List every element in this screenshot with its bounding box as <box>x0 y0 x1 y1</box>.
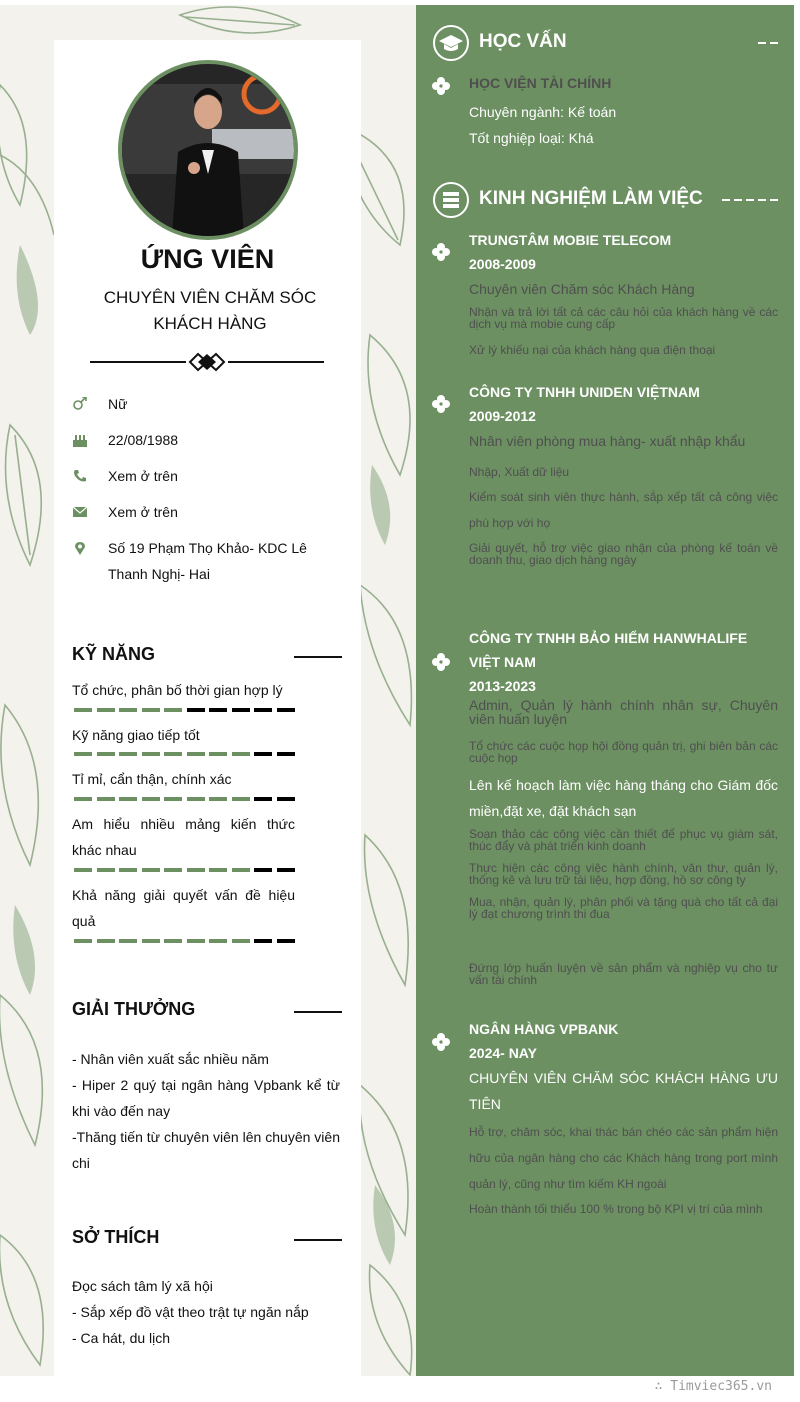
skill-segment <box>164 752 182 756</box>
skill-bar-2 <box>74 797 296 801</box>
skill-bar-4 <box>74 939 296 943</box>
avatar <box>118 60 298 240</box>
skill-segment <box>164 708 182 712</box>
skill-segment <box>119 752 137 756</box>
job-detail: Thực hiện các công việc hành chính, văn thư, quản lý, thống kê và lưu trữ tài liệu, hợp đồng, hồ sơ công ty <box>469 861 778 887</box>
job-detail: Hỗ trợ, chăm sóc, khai thác bán chéo các sản phẩm hiện hữu của ngân hàng cho các Khách hàng trong port mình quản lý, cũng như tìm kiếm KH ngoài <box>469 1125 778 1191</box>
skill-segment <box>142 868 160 872</box>
skill-segment <box>254 939 272 943</box>
envelope-icon <box>72 505 88 519</box>
job-detail: Giải quyết, hỗ trợ việc giao nhận của phòng kế toán về doanh thu, giao dịch hàng ngày <box>469 541 778 567</box>
job-detail: Nhập, Xuất dữ liệu <box>469 465 570 479</box>
education-heading-dash <box>758 42 778 44</box>
job-company: CÔNG TY TNHH UNIDEN VIỆTNAM <box>469 384 700 400</box>
skill-segment <box>209 868 227 872</box>
job-company: NGÂN HÀNG VPBANK <box>469 1021 619 1037</box>
skill-segment <box>232 797 250 801</box>
skill-name-1: Kỹ năng giao tiếp tốt <box>72 727 200 743</box>
skill-segment <box>187 939 205 943</box>
job-company: TRUNGTÂM MOBIE TELECOM <box>469 232 672 248</box>
job-role: CHUYÊN VIÊN CHĂM SÓC KHÁCH HÀNG ƯU TIÊN <box>469 1070 778 1112</box>
job-block-0 <box>469 228 778 356</box>
experience-heading <box>433 182 778 218</box>
job-block-2 <box>469 626 778 986</box>
ornament-divider-icon <box>90 350 324 374</box>
skill-segment <box>74 939 92 943</box>
birthday-value: 22/08/1988 <box>108 432 179 448</box>
job-block-3 <box>469 1017 778 1215</box>
awards-heading-rule <box>294 1011 342 1013</box>
skill-segment <box>97 752 115 756</box>
flower-icon <box>432 243 450 261</box>
skill-segment <box>209 708 227 712</box>
flower-icon <box>432 77 450 95</box>
birthday-cake-icon <box>72 433 88 447</box>
skill-segment <box>187 708 205 712</box>
skill-segment <box>277 752 295 756</box>
hobbies-heading <box>72 1227 342 1248</box>
job-detail: Lên kế hoạch làm việc hàng tháng cho Giám đốc miền,đặt xe, đặt khách sạn <box>469 777 778 819</box>
book-icon <box>435 184 467 216</box>
award-item: -Thăng tiến từ chuyên viên lên chuyên viên chi <box>72 1129 340 1171</box>
skill-segment <box>254 868 272 872</box>
hobby-item: - Ca hát, du lịch <box>72 1330 171 1346</box>
footer-brand: ∴ Timviec365.vn <box>654 1379 772 1394</box>
education-major: Chuyên ngành: Kế toán <box>469 104 617 120</box>
skill-bar-3 <box>74 868 296 872</box>
skill-segment <box>254 797 272 801</box>
skill-segment <box>164 797 182 801</box>
email-value: Xem ở trên <box>108 504 178 520</box>
skill-segment <box>164 939 182 943</box>
award-item: - Nhân viên xuất sắc nhiều năm <box>72 1051 269 1067</box>
job-period: 2024- NAY <box>469 1045 537 1061</box>
skill-segment <box>74 752 92 756</box>
job-detail: Xử lý khiếu nại của khách hàng qua điện thoại <box>469 343 716 357</box>
awards-heading-text: GIẢI THƯỞNG <box>72 999 196 1019</box>
skill-segment <box>232 868 250 872</box>
hobby-item: - Sắp xếp đồ vật theo trật tự ngăn nắp <box>72 1304 309 1320</box>
skill-segment <box>277 868 295 872</box>
job-role: Chuyên viên Chăm sóc Khách Hàng <box>469 281 695 297</box>
phone-value: Xem ở trên <box>108 468 178 484</box>
skill-segment <box>97 797 115 801</box>
candidate-name: ỨNG VIÊN <box>140 244 275 274</box>
skill-name-4: Khả năng giải quyết vấn đề hiệu quả <box>72 887 295 929</box>
skill-segment <box>187 752 205 756</box>
skill-segment <box>209 752 227 756</box>
skill-name-2: Tỉ mỉ, cẩn thận, chính xác <box>72 771 232 787</box>
skills-heading <box>72 644 342 665</box>
education-heading <box>433 25 778 61</box>
flower-icon <box>432 395 450 413</box>
skill-segment <box>232 752 250 756</box>
skill-segment <box>164 868 182 872</box>
skill-segment <box>74 868 92 872</box>
skill-segment <box>277 939 295 943</box>
awards-heading <box>72 999 342 1020</box>
skill-segment <box>232 708 250 712</box>
experience-heading-text: KINH NGHIỆM LÀM VIỆC <box>479 188 703 209</box>
skill-segment <box>119 797 137 801</box>
skill-segment <box>142 708 160 712</box>
skill-segment <box>74 797 92 801</box>
skills-heading-rule <box>294 656 342 658</box>
education-block <box>469 71 778 151</box>
hobbies-heading-rule <box>294 1239 342 1241</box>
job-title: CHUYÊN VIÊN CHĂM SÓC KHÁCH HÀNG <box>103 288 317 333</box>
skill-segment <box>142 797 160 801</box>
job-role: Nhân viên phòng mua hàng- xuất nhập khẩu <box>469 433 746 449</box>
experience-icon-circle <box>433 182 469 218</box>
hobbies-list <box>72 1273 340 1351</box>
skill-segment <box>97 939 115 943</box>
flower-icon <box>432 1033 450 1051</box>
job-detail: Tổ chức các cuộc họp hội đồng quản trị, ghi biên bản các cuộc họp <box>469 739 778 765</box>
job-detail: Đứng lớp huấn luyện về sản phẩm và nghiệp vụ cho tư vấn tài chính <box>469 961 778 987</box>
gender-icon <box>72 397 88 411</box>
skill-name-0: Tổ chức, phân bố thời gian hợp lý <box>72 682 283 698</box>
skill-segment <box>142 752 160 756</box>
education-icon-circle <box>433 25 469 61</box>
skill-name-3: Am hiểu nhiều mảng kiến thức khác nhau <box>72 816 295 858</box>
skill-bar-0 <box>74 708 296 712</box>
profile-photo-icon <box>122 64 294 236</box>
education-grade: Tốt nghiệp loại: Khá <box>469 130 594 146</box>
awards-list <box>72 1046 340 1176</box>
job-role: Admin, Quản lý hành chính nhân sự, Chuyên viên huấn luyện <box>469 697 778 727</box>
job-company: CÔNG TY TNHH BẢO HIỂM HANWHALIFE VIỆT NAM <box>469 630 748 670</box>
gender-value: Nữ <box>108 396 128 412</box>
skill-segment <box>187 868 205 872</box>
skill-segment <box>97 868 115 872</box>
skill-segment <box>142 939 160 943</box>
map-pin-icon <box>72 541 88 555</box>
skill-segment <box>119 868 137 872</box>
skills-heading-text: KỸ NĂNG <box>72 644 156 664</box>
job-detail: Nhận và trả lời tất cả các câu hỏi của khách hàng về các dịch vụ mà mobie cung cấp <box>469 305 778 331</box>
skill-segment <box>187 797 205 801</box>
address-value: Số 19 Phạm Thọ Khảo- KDC Lê Thanh Nghị- Hai <box>108 540 307 582</box>
skill-segment <box>277 797 295 801</box>
flower-icon <box>432 653 450 671</box>
skill-segment <box>209 939 227 943</box>
skill-bar-1 <box>74 752 296 756</box>
skill-segment <box>119 939 137 943</box>
skill-segment <box>74 708 92 712</box>
job-detail: Kiểm soát sinh viên thực hành, sắp xếp tất cả công việc phù hợp với họ <box>469 490 778 530</box>
job-detail: Soạn thảo các công việc cần thiết để phục vụ giám sát, thúc đẩy và phát triển kinh doanh <box>469 827 778 853</box>
job-period: 2013-2023 <box>469 678 536 694</box>
skill-segment <box>232 939 250 943</box>
job-detail: Hoàn thành tối thiểu 100 % trong bộ KPI vị trí của mình <box>469 1202 763 1216</box>
skill-segment <box>254 752 272 756</box>
hobby-item: Đọc sách tâm lý xã hội <box>72 1278 213 1294</box>
job-period: 2008-2009 <box>469 256 536 272</box>
job-period: 2009-2012 <box>469 408 536 424</box>
hobbies-heading-text: SỞ THÍCH <box>72 1227 160 1247</box>
skill-segment <box>277 708 295 712</box>
graduation-cap-icon <box>435 27 467 59</box>
skill-segment <box>254 708 272 712</box>
job-block-1 <box>469 380 778 566</box>
phone-icon <box>72 469 88 483</box>
skill-segment <box>209 797 227 801</box>
school-name: HỌC VIỆN TÀI CHÍNH <box>469 75 612 91</box>
skill-segment <box>119 708 137 712</box>
skill-segment <box>97 708 115 712</box>
job-detail: Mua, nhận, quản lý, phân phối và tặng quà cho tất cả đại lý đạt chương trình thi đua <box>469 895 778 921</box>
award-item: - Hiper 2 quý tại ngân hàng Vpbank kể từ khi vào đến nay <box>72 1077 340 1119</box>
education-heading-text: HỌC VẤN <box>479 31 567 52</box>
experience-heading-dash <box>722 199 778 201</box>
